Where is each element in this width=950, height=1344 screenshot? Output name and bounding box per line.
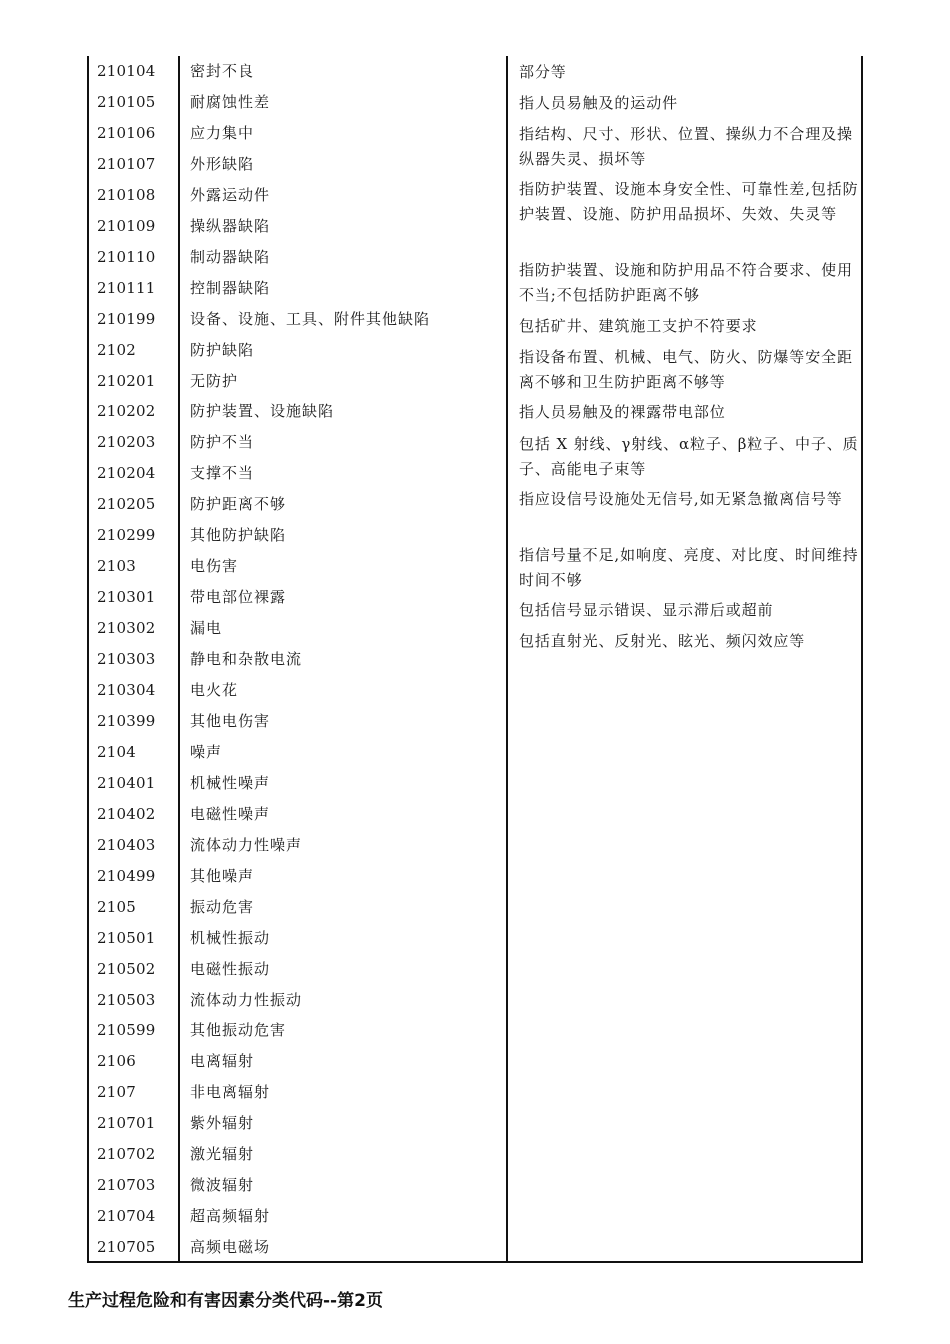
hazard-name: 流体动力性振动 <box>190 990 303 1009</box>
hazard-name: 密封不良 <box>190 62 255 80</box>
hazard-name: 耐腐蚀性差 <box>190 92 271 111</box>
hazard-code: 210399 <box>97 711 156 730</box>
hazard-name: 机械性噪声 <box>190 773 271 792</box>
column-divider-description <box>506 56 508 1261</box>
hazard-description: 包括 X 射线、γ射线、α粒子、β粒子、中子、质子、高能电子束等 <box>519 435 859 478</box>
hazard-name: 防护缺陷 <box>190 340 255 359</box>
hazard-code: 210702 <box>97 1145 156 1164</box>
hazard-code: 210503 <box>97 990 156 1009</box>
hazard-description: 指设备布置、机械、电气、防火、防爆等安全距离不够和卫生防护距离不够等 <box>519 348 853 391</box>
hazard-name: 振动危害 <box>190 897 255 916</box>
hazard-name: 超高频辐射 <box>190 1207 271 1226</box>
hazard-name: 流体动力性噪声 <box>190 835 303 854</box>
hazard-name: 噪声 <box>190 742 223 761</box>
hazard-name: 控制器缺陷 <box>190 278 271 297</box>
hazard-name: 电磁性振动 <box>190 959 271 978</box>
hazard-code: 210109 <box>97 216 156 235</box>
page-footer: 生产过程危险和有害因素分类代码--第2页 <box>68 1291 383 1311</box>
hazard-code: 210299 <box>97 526 156 545</box>
hazard-code: 210107 <box>97 154 156 173</box>
hazard-description: 指信号量不足,如响度、亮度、对比度、时间维持时间不够 <box>519 546 859 589</box>
hazard-code: 210302 <box>97 619 156 638</box>
hazard-name: 紫外辐射 <box>190 1114 255 1133</box>
hazard-description: 指结构、尺寸、形状、位置、操纵力不合理及操纵器失灵、损坏等 <box>519 125 853 168</box>
hazard-code: 210111 <box>97 278 156 297</box>
hazard-code: 210599 <box>97 1021 156 1040</box>
hazard-code: 210304 <box>97 681 156 699</box>
hazard-name: 外露运动件 <box>190 185 271 204</box>
hazard-code: 210499 <box>97 866 156 885</box>
hazard-description: 部分等 <box>519 63 567 81</box>
hazard-code: 210701 <box>97 1114 156 1133</box>
hazard-name: 防护不当 <box>190 433 255 452</box>
hazard-name: 其他振动危害 <box>190 1021 287 1040</box>
hazard-name: 激光辐射 <box>190 1145 255 1164</box>
hazard-name: 电伤害 <box>190 557 239 576</box>
hazard-code-table <box>87 56 863 1263</box>
hazard-code: 210301 <box>97 588 156 607</box>
hazard-description: 包括矿井、建筑施工支护不符要求 <box>519 317 758 335</box>
hazard-code: 210703 <box>97 1176 156 1195</box>
hazard-code: 210104 <box>97 62 156 80</box>
hazard-name: 电磁性噪声 <box>190 804 271 823</box>
hazard-name: 电火花 <box>190 681 239 699</box>
hazard-name: 防护装置、设施缺陷 <box>190 402 335 421</box>
hazard-code: 210401 <box>97 773 156 792</box>
hazard-code: 2107 <box>97 1083 136 1102</box>
hazard-name: 非电离辐射 <box>190 1083 271 1102</box>
hazard-description: 指防护装置、设施本身安全性、可靠性差,包括防护装置、设施、防护用品损坏、失效、失灵等 <box>519 180 859 223</box>
hazard-name: 无防护 <box>190 371 239 390</box>
hazard-description: 包括直射光、反射光、眩光、频闪效应等 <box>519 632 806 650</box>
hazard-name: 应力集中 <box>190 123 255 142</box>
hazard-description: 指防护装置、设施和防护用品不符合要求、使用不当;不包括防护距离不够 <box>519 261 853 304</box>
hazard-name: 高频电磁场 <box>190 1238 271 1257</box>
hazard-name: 防护距离不够 <box>190 495 287 514</box>
hazard-code: 210205 <box>97 495 156 514</box>
hazard-code: 2104 <box>97 742 136 761</box>
hazard-name: 其他电伤害 <box>190 711 271 730</box>
column-divider-code <box>178 56 180 1261</box>
hazard-name: 其他噪声 <box>190 866 255 885</box>
hazard-name: 制动器缺陷 <box>190 247 271 266</box>
hazard-name: 微波辐射 <box>190 1176 255 1195</box>
hazard-description: 包括信号显示错误、显示滞后或超前 <box>519 601 774 619</box>
hazard-code: 2102 <box>97 340 136 359</box>
hazard-name: 漏电 <box>190 619 223 638</box>
hazard-name: 操纵器缺陷 <box>190 216 271 235</box>
hazard-code: 210502 <box>97 959 156 978</box>
hazard-code: 210108 <box>97 185 156 204</box>
hazard-code: 210106 <box>97 123 156 142</box>
hazard-code: 2105 <box>97 897 136 916</box>
hazard-name: 其他防护缺陷 <box>190 526 287 545</box>
hazard-code: 210705 <box>97 1238 156 1257</box>
hazard-name: 设备、设施、工具、附件其他缺陷 <box>190 309 431 328</box>
hazard-code: 210403 <box>97 835 156 854</box>
hazard-code: 210202 <box>97 402 156 421</box>
hazard-description: 指人员易触及的运动件 <box>519 94 679 112</box>
hazard-description: 指应设信号设施处无信号,如无紧急撤离信号等 <box>519 490 843 508</box>
hazard-name: 静电和杂散电流 <box>190 650 303 669</box>
hazard-name: 支撑不当 <box>190 464 255 483</box>
hazard-name: 带电部位裸露 <box>190 588 287 607</box>
hazard-name: 外形缺陷 <box>190 154 255 173</box>
hazard-code: 210110 <box>97 247 156 266</box>
hazard-code: 2106 <box>97 1052 136 1071</box>
hazard-code: 210203 <box>97 433 156 452</box>
hazard-code: 210704 <box>97 1207 156 1226</box>
hazard-code: 210303 <box>97 650 156 669</box>
hazard-code: 210402 <box>97 804 156 823</box>
hazard-code: 2103 <box>97 557 136 576</box>
hazard-code: 210105 <box>97 92 156 111</box>
hazard-name: 机械性振动 <box>190 928 271 947</box>
hazard-description: 指人员易触及的裸露带电部位 <box>519 403 726 421</box>
hazard-name: 电离辐射 <box>190 1052 255 1071</box>
hazard-code: 210204 <box>97 464 156 483</box>
hazard-code: 210501 <box>97 928 156 947</box>
hazard-code: 210199 <box>97 309 156 328</box>
hazard-code: 210201 <box>97 371 156 390</box>
